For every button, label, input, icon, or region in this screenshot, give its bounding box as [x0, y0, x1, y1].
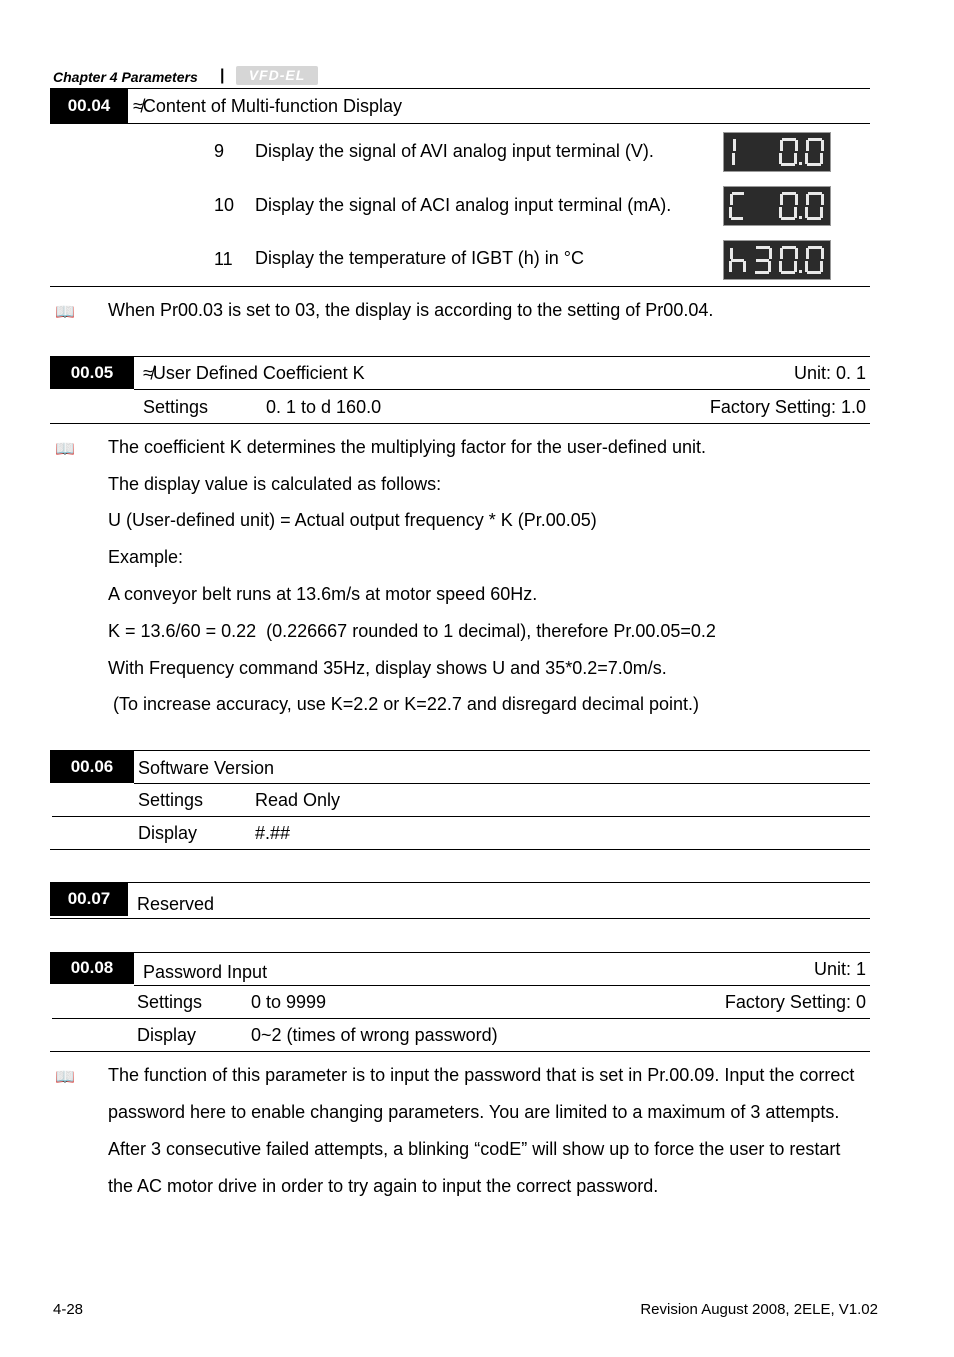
divider	[50, 88, 870, 89]
seven-segment-display-icon	[723, 186, 831, 226]
display-label: Display	[138, 823, 198, 843]
body-line: K = 13.6/60 = 0.22 (0.226667 rounded to 1 decimal), therefore Pr.00.05=0.2	[108, 621, 716, 641]
option-description: Display the signal of ACI analog input terminal (mA).	[255, 195, 672, 215]
body-line: With Frequency command 35Hz, display shows U and 35*0.2=7.0m/s.	[108, 658, 667, 678]
settings-label: Settings	[137, 992, 203, 1012]
divider	[52, 816, 870, 817]
divider	[50, 952, 870, 953]
divider	[134, 783, 870, 784]
body-line: (To increase accuracy, use K=2.2 or K=22.7 and disregard decimal point.)	[108, 694, 699, 714]
option-description: Display the temperature of IGBT (h) in °C	[255, 248, 584, 268]
divider	[50, 286, 870, 287]
header-separator: |	[220, 67, 225, 84]
factory-setting: Factory Setting: 1.0	[709, 397, 866, 417]
param-code-badge: 00.08	[50, 952, 134, 984]
display-value: 0~2 (times of wrong password)	[251, 1025, 498, 1045]
settings-value: Read Only	[255, 790, 341, 810]
revision-info: Revision August 2008, 2ELE, V1.02	[640, 1301, 878, 1318]
param-title: Software Version	[138, 758, 275, 778]
body-line: the AC motor drive in order to try again to input the correct password.	[108, 1176, 659, 1196]
param-code-badge: 00.07	[50, 882, 128, 916]
settings-value: 0. 1 to d 160.0	[266, 397, 382, 417]
vfd-el-logo: VFD-EL	[236, 66, 318, 85]
body-line: After 3 consecutive failed attempts, a blinking “codE” will show up to force the user to restart	[108, 1139, 841, 1159]
param-title: ≉User Defined Coefficient K	[143, 363, 365, 383]
note-text: When Pr00.03 is set to 03, the display is according to the setting of Pr00.04.	[108, 300, 714, 320]
body-line: The function of this parameter is to input the password that is set in Pr.00.09. Input the correct	[108, 1065, 855, 1085]
seven-segment-display-icon	[723, 132, 831, 172]
divider	[128, 123, 870, 124]
option-number: 10	[214, 195, 235, 215]
param-code-badge: 00.06	[50, 750, 134, 783]
param-title: ≉Content of Multi-function Display	[133, 96, 402, 116]
divider	[52, 1018, 870, 1019]
unit-label: Unit: 1	[813, 959, 866, 979]
divider	[50, 882, 870, 883]
settings-label: Settings	[143, 397, 209, 417]
settings-value: 0 to 9999	[251, 992, 327, 1012]
divider	[50, 918, 870, 919]
divider	[50, 356, 870, 357]
body-line: The coefficient K determines the multiplying factor for the user-defined unit.	[108, 437, 706, 457]
divider	[50, 750, 870, 751]
book-icon: 📖	[55, 1069, 75, 1086]
body-line: The display value is calculated as follows:	[108, 474, 442, 494]
body-line: A conveyor belt runs at 13.6m/s at motor speed 60Hz.	[108, 584, 538, 604]
body-line: U (User-defined unit) = Actual output frequency * K (Pr.00.05)	[108, 510, 597, 530]
book-icon: 📖	[55, 304, 75, 321]
option-number: 9	[214, 141, 225, 161]
seven-segment-display-icon	[723, 240, 831, 280]
unit-label: Unit: 0. 1	[793, 363, 866, 383]
divider	[50, 1051, 870, 1052]
divider	[50, 849, 870, 850]
divider	[134, 985, 870, 986]
chapter-title: Chapter 4 Parameters	[53, 69, 198, 85]
param-code-badge: 00.04	[50, 88, 128, 124]
factory-setting: Factory Setting: 0	[724, 992, 866, 1012]
settings-label: Settings	[138, 790, 204, 810]
display-value: #.##	[255, 823, 291, 843]
book-icon: 📖	[55, 441, 75, 458]
body-line: Example:	[108, 547, 184, 567]
param-title: Password Input	[143, 962, 268, 982]
divider	[50, 423, 870, 424]
param-code-badge: 00.05	[50, 356, 134, 389]
page-number: 4-28	[53, 1301, 84, 1318]
body-line: password here to enable changing parameters. You are limited to a maximum of 3 attempts.	[108, 1102, 840, 1122]
option-number: 11	[214, 249, 233, 269]
param-title: Reserved	[137, 894, 215, 914]
display-label: Display	[137, 1025, 197, 1045]
option-description: Display the signal of AVI analog input terminal (V).	[255, 141, 654, 161]
divider	[134, 389, 870, 390]
